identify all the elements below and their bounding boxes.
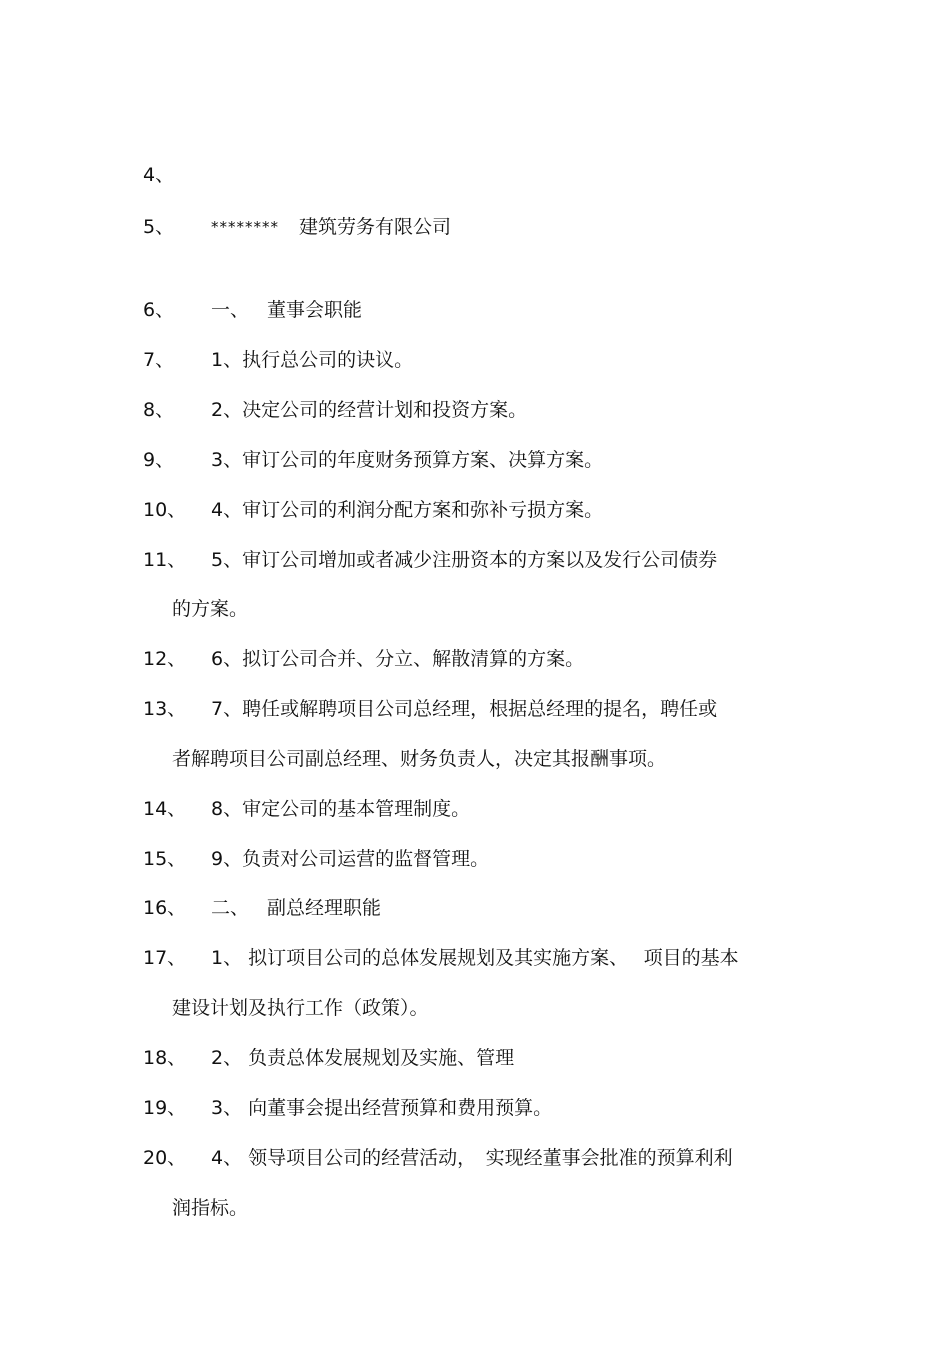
- section-title: 副总经理职能: [267, 897, 382, 919]
- item-text: 3、 向董事会提出经营预算和费用预算。: [211, 1097, 553, 1119]
- list-item: [0, 644, 950, 674]
- list-item: [0, 445, 950, 475]
- item-number: 14、: [143, 798, 187, 820]
- list-item: [0, 345, 950, 375]
- section-number: 一、: [211, 299, 250, 321]
- item-number: 20、: [143, 1147, 187, 1169]
- item-text: 2、决定公司的经营计划和投资方案。: [211, 399, 528, 421]
- item-text: 4、审订公司的利润分配方案和弥补亏损方案。: [211, 499, 604, 521]
- item-number: 18、: [143, 1047, 187, 1069]
- list-item: [0, 212, 950, 242]
- item-number: 10、: [143, 499, 187, 521]
- list-item: [0, 1093, 950, 1123]
- item-number: 6、: [143, 299, 175, 321]
- item-number: 9、: [143, 449, 175, 471]
- item-text: 7、聘任或解聘项目公司总经理，根据总经理的提名，聘任或: [211, 698, 718, 720]
- item-number: 11、: [143, 549, 187, 571]
- item-text: 8、审定公司的基本管理制度。: [211, 798, 471, 820]
- item-text: 5、审订公司增加或者减少注册资本的方案以及发行公司债券: [211, 549, 718, 571]
- company-name: 建筑劳务有限公司: [299, 216, 452, 238]
- item-text: 3、审订公司的年度财务预算方案、决算方案。: [211, 449, 604, 471]
- item-text: 9、负责对公司运营的监督管理。: [211, 848, 490, 870]
- list-item-continuation: [0, 1193, 950, 1223]
- list-item: [0, 844, 950, 874]
- item-text: 4、 领导项目公司的经营活动， 实现经董事会批准的预算利利: [211, 1147, 733, 1169]
- list-item-continuation: [0, 594, 950, 624]
- redacted-company-prefix: ********: [211, 218, 279, 236]
- item-text-continued: 润指标。: [172, 1197, 249, 1219]
- section-number: 二、: [211, 897, 250, 919]
- item-number: 15、: [143, 848, 187, 870]
- item-text-continued: 建设计划及执行工作（政策）。: [172, 997, 429, 1019]
- item-number: 16、: [143, 897, 187, 919]
- list-item: [0, 545, 950, 575]
- section-heading: [0, 295, 950, 325]
- item-number: 5、: [143, 216, 175, 238]
- list-item-continuation: [0, 993, 950, 1023]
- item-number: 19、: [143, 1097, 187, 1119]
- list-item: [0, 495, 950, 525]
- item-text: 6、拟订公司合并、分立、解散清算的方案。: [211, 648, 585, 670]
- item-number: 12、: [143, 648, 187, 670]
- list-item: [0, 694, 950, 724]
- list-item: [0, 943, 950, 973]
- list-item: [0, 794, 950, 824]
- section-heading: [0, 893, 950, 923]
- item-text-continued: 的方案。: [172, 598, 249, 620]
- item-number: 4、: [143, 164, 175, 186]
- item-number: 17、: [143, 947, 187, 969]
- list-item: [0, 160, 950, 190]
- item-text-continued: 者解聘项目公司副总经理、财务负责人，决定其报酬事项。: [172, 748, 667, 770]
- item-text: 1、 拟订项目公司的总体发展规划及其实施方案、 项目的基本: [211, 947, 739, 969]
- item-text: 1、执行总公司的诀议。: [211, 349, 414, 371]
- list-item: [0, 395, 950, 425]
- item-text: 2、 负责总体发展规划及实施、管理: [211, 1047, 515, 1069]
- item-number: 8、: [143, 399, 175, 421]
- item-number: 7、: [143, 349, 175, 371]
- item-number: 13、: [143, 698, 187, 720]
- section-title: 董事会职能: [267, 299, 363, 321]
- list-item: [0, 1143, 950, 1173]
- list-item: [0, 1043, 950, 1073]
- list-item-continuation: [0, 744, 950, 774]
